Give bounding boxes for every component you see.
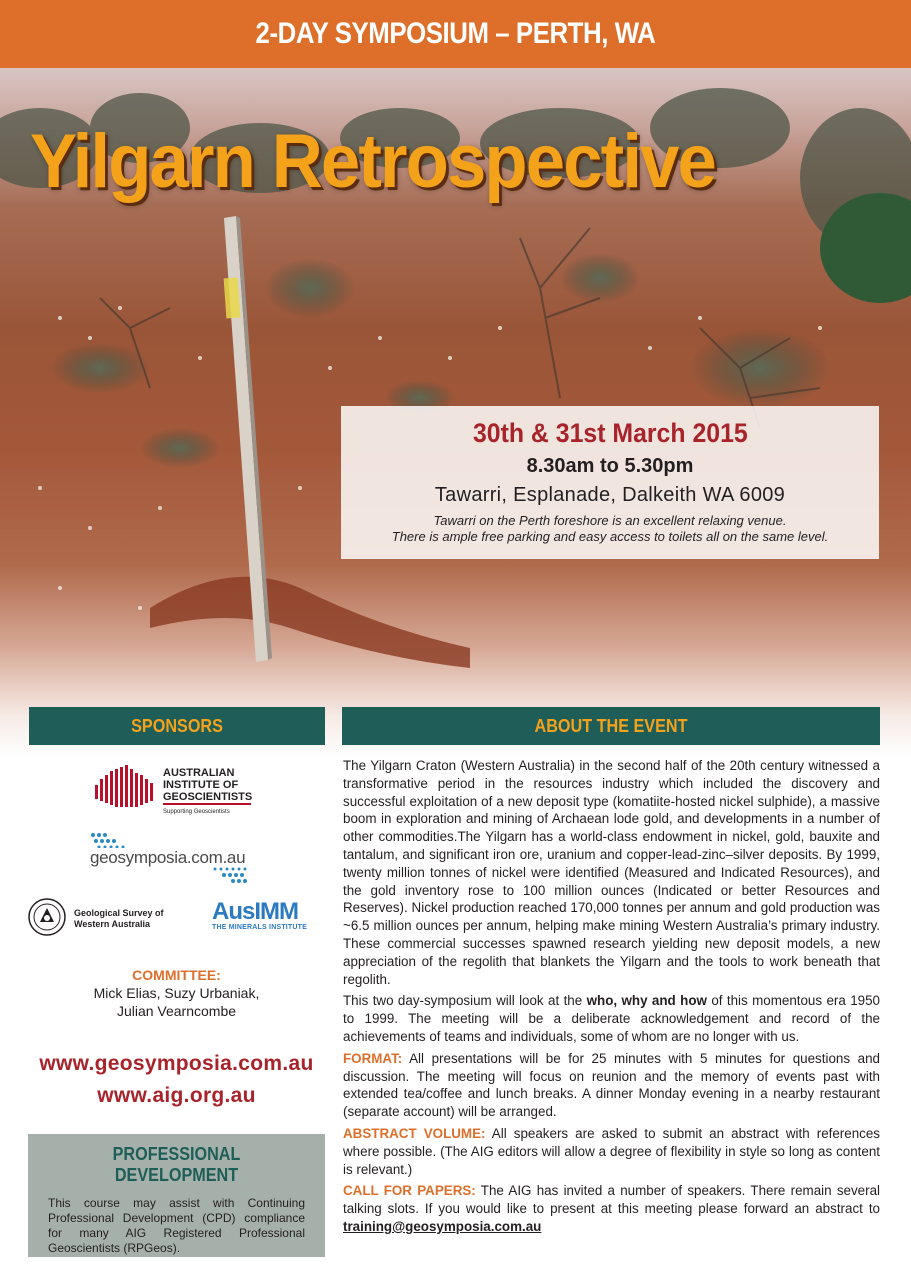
committee-names bbox=[28, 984, 325, 1020]
pd-body: This course may assist with Continuing Professional Development (CPD) compliance for many AIG Registered Professional Geoscientists (RPGeos). bbox=[48, 1196, 305, 1255]
committee-heading: COMMITTEE: bbox=[132, 967, 221, 983]
dots-bottom-icon bbox=[212, 866, 252, 884]
gswa-name-line1: Geological Survey of bbox=[74, 908, 164, 918]
committee-section bbox=[28, 967, 325, 1020]
format-paragraph bbox=[343, 1050, 880, 1121]
about-para-2-pre: This two day-symposium will look at the bbox=[343, 993, 587, 1009]
about-para-2 bbox=[343, 992, 880, 1045]
venue-note bbox=[341, 513, 879, 545]
geosymposia-name: geosymposia.com.au bbox=[90, 848, 246, 867]
about-para-2-post: of this momentous era 1950 to 1999. The meeting will be a deliberate acknowledgement and record of the achievements of teams and individuals, some of whom are no longer with us. bbox=[343, 993, 881, 1044]
committee-names-line2: Julian Vearncombe bbox=[116, 1003, 237, 1019]
ausimm-logo bbox=[212, 898, 326, 936]
pd-title: PROFESSIONAL DEVELOPMENT bbox=[112, 1144, 241, 1185]
abstract-text: All speakers are asked to submit an abstract with references where possible. (The AIG editors will allow a degree of flexibility in style so long as content is relevant.) bbox=[343, 1125, 880, 1177]
about-heading bbox=[342, 707, 880, 745]
gswa-seal-icon bbox=[28, 898, 66, 936]
abstract-paragraph bbox=[343, 1125, 880, 1178]
event-details-box bbox=[341, 406, 879, 559]
geosymposia-link[interactable]: www.geosymposia.com.au bbox=[39, 1052, 314, 1075]
sponsors-heading bbox=[29, 707, 325, 745]
aig-divider bbox=[163, 803, 251, 805]
call-label: CALL FOR PAPERS: bbox=[343, 1183, 476, 1199]
top-banner bbox=[0, 0, 911, 68]
about-event-text bbox=[343, 757, 880, 1240]
call-text: The AIG has invited a number of speakers. There remain several talking slots. If you would like to present at this meeting please forward an abstract to bbox=[343, 1183, 880, 1217]
banner-text: 2-DAY SYMPOSIUM – PERTH, WA bbox=[255, 17, 656, 50]
venue-note-line1: Tawarri on the Perth foreshore is an excellent relaxing venue. bbox=[433, 513, 787, 528]
event-time: 8.30am to 5.30pm bbox=[526, 455, 694, 477]
ausimm-name: AusIMM bbox=[212, 898, 298, 925]
geosymposia-logo bbox=[90, 832, 260, 884]
sponsors-heading-text: SPONSORS bbox=[131, 715, 223, 736]
event-venue: Tawarri, Esplanade, Dalkeith WA 6009 bbox=[434, 484, 786, 506]
ausimm-tagline: THE MINERALS INSTITUTE bbox=[212, 924, 308, 931]
gswa-logo bbox=[28, 898, 188, 938]
aig-name bbox=[163, 767, 252, 803]
email-link[interactable]: training@geosymposia.com.au bbox=[343, 1218, 542, 1234]
aig-name-line2: INSTITUTE OF bbox=[163, 779, 239, 791]
aig-map-icon bbox=[95, 765, 157, 813]
event-dates: 30th & 31st March 2015 bbox=[472, 418, 748, 448]
committee-names-line1: Mick Elias, Suzy Urbaniak, bbox=[93, 985, 260, 1001]
about-para-2-bold: who, why and how bbox=[586, 993, 707, 1009]
venue-note-line2: There is ample free parking and easy access to toilets all on the same level. bbox=[391, 529, 829, 544]
about-heading-text: ABOUT THE EVENT bbox=[534, 715, 688, 736]
professional-development-box bbox=[28, 1134, 325, 1257]
about-para-1: The Yilgarn Craton (Western Australia) in the second half of the 20th century witnessed a transformative period in the resources industry which included the discovery and successful exploitation of a new deposit type (komatiite-hosted nickel sulphide), a massive boom in exploration and mining of Archaean lode gold, and developments in a number of other commodities.The Yilgarn has a world-class endowment in nickel, gold, bauxite and tantalum, and significant iron ore, uranium and copper-lead-zinc–silver deposits. By 1999, twenty million tonnes of nickel were identified (Measured and Indicated Resources), and the gold inventory rose to 100 million ounces (Indicated or better Resources and Reserves). Nickel production reached 170,000 tonnes per annum and gold production was ~6.5 million ounces per annum, helping make mining Western Australia’s primary industry. These commercial successes spawned research yielding new deposit models, a new appreciation of the regolith that blankets the Yilgarn and the tools to work beneath that regolith. bbox=[343, 758, 880, 987]
format-text: All presentations will be for 25 minutes with 5 minutes for questions and discussion. The meeting will focus on reunion and the memory of events past with extended tea/coffee and lunch breaks. A dinner Monday evening in a nearby restaurant (separate account) will be arranged. bbox=[343, 1050, 880, 1120]
call-for-papers-paragraph bbox=[343, 1182, 880, 1235]
event-title: Yilgarn Retrospective bbox=[30, 119, 716, 204]
dots-top-icon bbox=[90, 832, 130, 848]
abstract-label: ABSTRACT VOLUME: bbox=[343, 1125, 486, 1141]
format-label: FORMAT: bbox=[343, 1050, 403, 1066]
aig-link[interactable]: www.aig.org.au bbox=[97, 1084, 256, 1107]
aig-name-line1: AUSTRALIAN bbox=[163, 767, 235, 779]
aig-name-line3: GEOSCIENTISTS bbox=[163, 791, 253, 803]
gswa-name bbox=[74, 908, 164, 930]
gswa-name-line2: Western Australia bbox=[74, 919, 151, 929]
aig-logo bbox=[95, 765, 265, 821]
aig-tagline: Supporting Geoscientists bbox=[163, 809, 230, 815]
